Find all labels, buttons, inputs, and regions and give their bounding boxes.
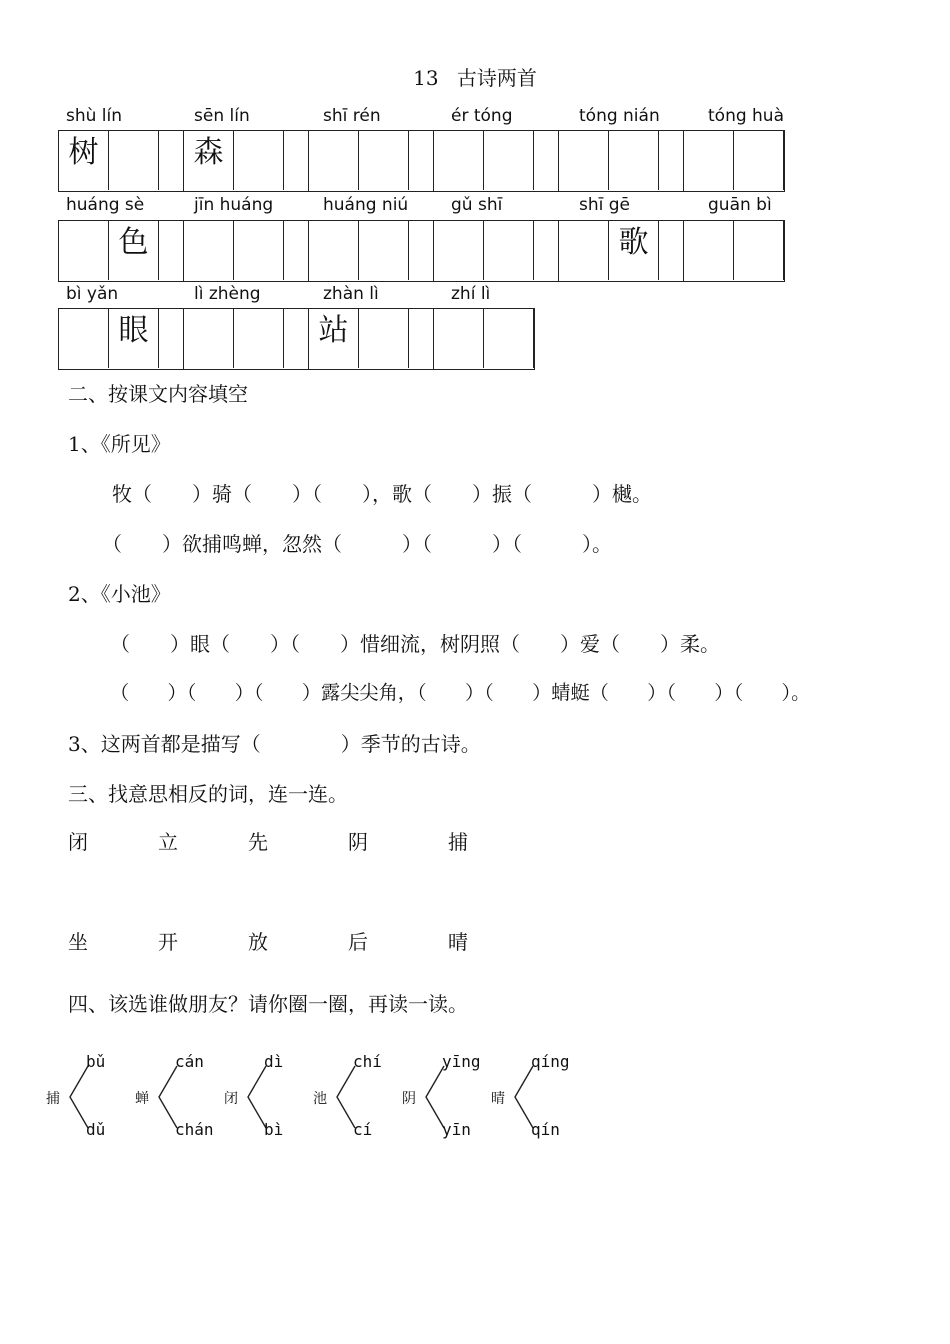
char-box[interactable]	[359, 131, 409, 190]
word-box-pair	[59, 131, 159, 191]
choice-character: 阴	[402, 1091, 416, 1107]
choice-character: 蝉	[135, 1091, 149, 1107]
prefilled-char: 色	[118, 225, 149, 260]
choice-character: 池	[313, 1091, 327, 1107]
pinyin-label: jīn huáng	[194, 195, 274, 215]
pinyin-label: lì zhèng	[194, 284, 261, 304]
antonym-word-top[interactable]: 捕	[448, 830, 468, 854]
char-box[interactable]	[309, 309, 359, 368]
char-box[interactable]	[109, 309, 159, 368]
pinyin-choice-item	[313, 1052, 398, 1142]
question-3[interactable]: 3、这两首都是描写（ ）季节的古诗。	[68, 732, 481, 756]
pinyin-option-upper[interactable]: yīng	[442, 1052, 481, 1071]
pinyin-option-upper[interactable]: bǔ	[86, 1052, 106, 1071]
word-box-pair	[559, 221, 659, 281]
word-box-pair	[59, 221, 159, 281]
char-box[interactable]	[734, 221, 784, 280]
antonym-word-bottom[interactable]: 开	[158, 930, 178, 954]
prefilled-char: 树	[68, 135, 99, 170]
poem2-line1[interactable]: （ ）眼（ ）（ ）惜细流，树阴照（ ）爱（ ）柔。	[110, 632, 720, 656]
pinyin-option-lower[interactable]: yīn	[442, 1120, 471, 1139]
char-box[interactable]	[434, 221, 484, 280]
section4-heading: 四、该选谁做朋友？请你圈一圈，再读一读。	[68, 992, 468, 1016]
grid-gap	[284, 131, 309, 191]
section3-heading: 三、找意思相反的词，连一连。	[68, 782, 348, 806]
grid-gap	[284, 309, 309, 369]
pinyin-option-upper[interactable]: qíng	[531, 1052, 570, 1071]
word-box-pair	[434, 221, 534, 281]
char-box[interactable]	[434, 309, 484, 368]
pinyin-label: huáng sè	[66, 195, 145, 215]
poem1-line1[interactable]: 牧（ ）骑（ ）（ ），歌（ ）振（ ）樾。	[112, 482, 652, 506]
char-box[interactable]	[234, 221, 284, 280]
word-box-pair	[434, 309, 534, 369]
choice-character: 闭	[224, 1091, 238, 1107]
word-box-pair	[309, 309, 409, 369]
prefilled-char: 站	[318, 313, 349, 348]
char-box[interactable]	[234, 131, 284, 190]
antonym-word-bottom[interactable]: 晴	[448, 930, 468, 954]
grid-gap	[659, 221, 684, 281]
pinyin-option-lower[interactable]: bì	[264, 1120, 284, 1139]
choice-character: 晴	[491, 1091, 505, 1107]
char-box[interactable]	[559, 131, 609, 190]
poem1-title: 1、《所见》	[68, 432, 171, 456]
lesson-title: 古诗两首	[456, 66, 537, 90]
char-box[interactable]	[309, 131, 359, 190]
pinyin-label: ér tóng	[451, 106, 513, 126]
pinyin-label: shī gē	[579, 195, 631, 215]
pinyin-label: zhí lì	[451, 284, 491, 304]
char-box[interactable]	[484, 309, 534, 368]
writing-grid	[58, 308, 535, 370]
word-box-pair	[184, 309, 284, 369]
antonym-word-bottom[interactable]: 放	[248, 930, 268, 954]
poem2-line2[interactable]: （ ）（ ）（ ）露尖尖角，（ ）（ ）蜻蜓（ ）（ ）（ ）。	[110, 681, 811, 704]
pinyin-label: gǔ shī	[451, 195, 503, 215]
char-box[interactable]	[559, 221, 609, 280]
pinyin-option-upper[interactable]: cán	[175, 1052, 204, 1071]
char-box[interactable]	[59, 221, 109, 280]
grid-gap	[409, 221, 434, 281]
word-box-pair	[59, 309, 159, 369]
pinyin-label: tóng nián	[579, 106, 660, 126]
pinyin-label: zhàn lì	[323, 284, 379, 304]
pinyin-label: tóng huà	[708, 106, 785, 126]
antonym-word-top[interactable]: 阴	[348, 830, 368, 854]
char-box[interactable]	[109, 221, 159, 280]
grid-gap	[534, 131, 559, 191]
char-box[interactable]	[184, 221, 234, 280]
grid-gap	[409, 309, 434, 369]
pinyin-option-upper[interactable]: dì	[264, 1052, 284, 1071]
prefilled-char: 歌	[618, 225, 649, 260]
section2-heading: 二、按课文内容填空	[68, 382, 248, 406]
antonym-word-bottom[interactable]: 坐	[68, 930, 88, 954]
char-box[interactable]	[59, 131, 109, 190]
grid-gap	[659, 131, 684, 191]
pinyin-choice-item	[46, 1052, 131, 1142]
char-box[interactable]	[59, 309, 109, 368]
word-box-pair	[309, 131, 409, 191]
word-box-pair	[684, 221, 784, 281]
char-box[interactable]	[609, 131, 659, 190]
pinyin-option-lower[interactable]: cí	[353, 1120, 373, 1139]
pinyin-option-lower[interactable]: chán	[175, 1120, 214, 1139]
grid-gap	[409, 131, 434, 191]
grid-gap	[284, 221, 309, 281]
word-box-pair	[684, 131, 784, 191]
pinyin-choice-item	[402, 1052, 487, 1142]
char-box[interactable]	[359, 309, 409, 368]
page-title	[0, 62, 950, 91]
lesson-number: 13	[413, 66, 439, 90]
pinyin-choice-item	[135, 1052, 220, 1142]
poem1-line2[interactable]: （ ）欲捕鸣蝉，忽然（ ）（ ）（ ）。	[102, 532, 612, 556]
char-box[interactable]	[184, 309, 234, 368]
char-box[interactable]	[484, 221, 534, 280]
pinyin-label: shù lín	[66, 106, 123, 126]
char-box[interactable]	[434, 131, 484, 190]
writing-grid	[58, 130, 785, 192]
antonym-word-top[interactable]: 立	[158, 830, 178, 854]
pinyin-label: bì yǎn	[66, 284, 119, 304]
char-box[interactable]	[359, 221, 409, 280]
prefilled-char: 森	[193, 135, 224, 170]
char-box[interactable]	[734, 131, 784, 190]
grid-gap	[159, 309, 184, 369]
char-box[interactable]	[609, 221, 659, 280]
word-box-pair	[184, 221, 284, 281]
writing-grid	[58, 220, 785, 282]
char-box[interactable]	[684, 221, 734, 280]
pinyin-choice-item	[224, 1052, 309, 1142]
pinyin-option-lower[interactable]: qín	[531, 1120, 560, 1139]
char-box[interactable]	[484, 131, 534, 190]
char-box[interactable]	[234, 309, 284, 368]
antonym-word-bottom[interactable]: 后	[348, 930, 368, 954]
grid-gap	[159, 131, 184, 191]
word-box-pair	[434, 131, 534, 191]
poem2-title: 2、《小池》	[68, 582, 171, 606]
choice-character: 捕	[46, 1091, 60, 1107]
antonym-word-top[interactable]: 先	[248, 830, 268, 854]
char-box[interactable]	[309, 221, 359, 280]
char-box[interactable]	[109, 131, 159, 190]
grid-gap	[534, 221, 559, 281]
pinyin-choice-item	[491, 1052, 576, 1142]
grid-gap	[159, 221, 184, 281]
pinyin-label: huáng niú	[323, 195, 409, 215]
char-box[interactable]	[184, 131, 234, 190]
word-box-pair	[559, 131, 659, 191]
antonym-word-top[interactable]: 闭	[68, 830, 88, 854]
pinyin-option-lower[interactable]: dǔ	[86, 1120, 106, 1139]
pinyin-label: shī rén	[323, 106, 381, 126]
pinyin-label: guān bì	[708, 195, 772, 215]
word-box-pair	[184, 131, 284, 191]
prefilled-char: 眼	[118, 313, 149, 348]
word-box-pair	[309, 221, 409, 281]
pinyin-option-upper[interactable]: chí	[353, 1052, 382, 1071]
char-box[interactable]	[684, 131, 734, 190]
pinyin-label: sēn lín	[194, 106, 250, 126]
